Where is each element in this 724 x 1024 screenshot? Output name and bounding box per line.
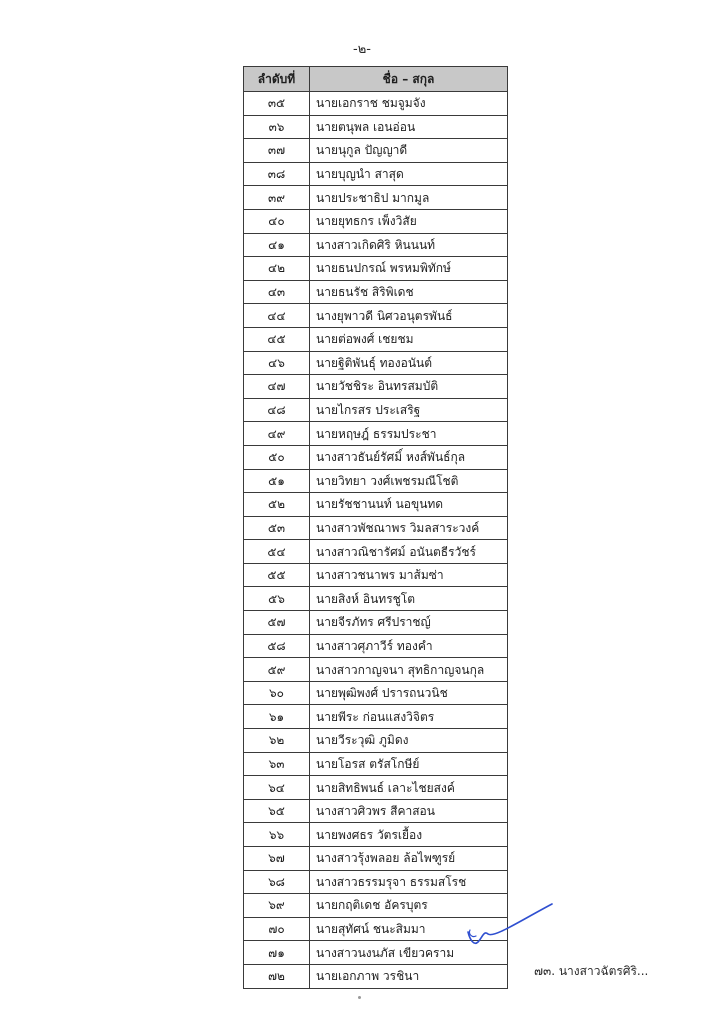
full-name-cell: นายวีระวุฒิ ภูมิดง [310,729,508,753]
full-name-cell: นางยุพาวดี นิศวอนุตรพันธ์ [310,304,508,328]
full-name-cell: นายสิทธิพนธ์ เลาะไชยสงค์ [310,776,508,800]
full-name-cell: นายต่อพงศ์ เชยชม [310,327,508,351]
order-number-cell: ๓๙ [244,186,310,210]
full-name-cell: นายเอกภาพ วรชินา [310,964,508,988]
order-number-cell: ๖๕ [244,799,310,823]
table-row [244,799,508,823]
table-row [244,611,508,635]
order-number-cell: ๖๘ [244,870,310,894]
table-row [244,327,508,351]
order-number-cell: ๖๗ [244,847,310,871]
full-name-cell: นายสุทัศน์ ชนะสิมมา [310,917,508,941]
table-row [244,681,508,705]
table-row [244,209,508,233]
table-row [244,540,508,564]
order-number-cell: ๕๘ [244,634,310,658]
order-number-cell: ๔๑ [244,233,310,257]
order-number-cell: ๖๓ [244,752,310,776]
order-number-cell: ๖๐ [244,681,310,705]
order-number-cell: ๕๒ [244,493,310,517]
full-name-cell: นางสาวเกิดศิริ หินนนท์ [310,233,508,257]
table-header-row [244,67,508,92]
full-name-cell: นายเอกราช ชมจูมจัง [310,92,508,116]
table-row [244,115,508,139]
full-name-cell: นางสาวนงนภัส เขียวคราม [310,941,508,965]
table-row [244,469,508,493]
full-name-cell: นางสาวณิชารัศม์ อนันตธีรวัชร์ [310,540,508,564]
order-number-cell: ๗๐ [244,917,310,941]
order-number-cell: ๕๑ [244,469,310,493]
full-name-cell: นางสาวศิวพร สีคาสอน [310,799,508,823]
order-number-cell: ๕๕ [244,563,310,587]
full-name-cell: นางสาวกาญจนา สุทธิกาญจนกุล [310,658,508,682]
full-name-cell: นายวัชชิระ อินทรสมบัติ [310,375,508,399]
full-name-cell: นายพงศธร วัตรเยื้อง [310,823,508,847]
order-number-cell: ๓๘ [244,162,310,186]
table-row [244,964,508,988]
name-list-table [243,66,508,989]
continuation-note: ๗๓. นางสาวฉัตรศิริ... [534,964,649,978]
order-number-cell: ๔๗ [244,375,310,399]
table-row [244,233,508,257]
order-number-cell: ๔๘ [244,398,310,422]
table-row [244,752,508,776]
order-number-cell: ๔๔ [244,304,310,328]
full-name-cell: นายยุทธกร เพ็งวิสัย [310,209,508,233]
full-name-cell: นางสาวชนาพร มาส้มซ่า [310,563,508,587]
table-row [244,705,508,729]
order-number-cell: ๓๖ [244,115,310,139]
table-row [244,257,508,281]
full-name-cell: นางสาวธรรมรุจา ธรรมสโรช [310,870,508,894]
full-name-cell: นายโอรส ตรัสโกษีย์ [310,752,508,776]
table-row [244,870,508,894]
full-name-cell: นายหฤษฎ์ ธรรมประชา [310,422,508,446]
scan-dot [358,996,361,999]
table-row [244,162,508,186]
order-number-cell: ๖๑ [244,705,310,729]
order-number-cell: ๓๕ [244,92,310,116]
table-row [244,351,508,375]
table-row [244,375,508,399]
order-number-cell: ๕๓ [244,516,310,540]
full-name-cell: นายประชาธิป มากมูล [310,186,508,210]
table-row [244,729,508,753]
table-row [244,516,508,540]
table-row [244,398,508,422]
full-name-cell: นายจีรภัทร ศรีปราชญ์ [310,611,508,635]
order-number-cell: ๕๗ [244,611,310,635]
order-column-header: ลำดับที่ [244,67,310,92]
table-row [244,186,508,210]
full-name-cell: นางสาวศุภาวีร์ ทองคำ [310,634,508,658]
full-name-cell: นายบุญนำ สาสุด [310,162,508,186]
table-row [244,823,508,847]
full-name-cell: นายรัชชานนท์ นอขุนทด [310,493,508,517]
full-name-cell: นายพีระ ก่อนแสงวิจิตร [310,705,508,729]
order-number-cell: ๖๔ [244,776,310,800]
full-name-cell: นายวิทยา วงศ์เพชรมณีโชติ [310,469,508,493]
table-row [244,658,508,682]
order-number-cell: ๔๕ [244,327,310,351]
order-number-cell: ๕๔ [244,540,310,564]
order-number-cell: ๔๙ [244,422,310,446]
order-number-cell: ๔๓ [244,280,310,304]
order-number-cell: ๖๖ [244,823,310,847]
table-row [244,776,508,800]
table-row [244,280,508,304]
table-body [244,92,508,989]
full-name-cell: นางสาวธันย์รัศมิ์ หงส์พันธ์กุล [310,445,508,469]
order-number-cell: ๖๒ [244,729,310,753]
page-number: -๒- [353,42,371,57]
full-name-cell: นายกฤติเดช อัครบุตร [310,894,508,918]
full-name-cell: นายพุฒิพงศ์ ปรารถนวนิช [310,681,508,705]
full-name-cell: นายไกรสร ประเสริฐ [310,398,508,422]
order-number-cell: ๔๒ [244,257,310,281]
order-number-cell: ๗๒ [244,964,310,988]
table-row [244,445,508,469]
order-number-cell: ๕๙ [244,658,310,682]
table-row [244,139,508,163]
table-row [244,493,508,517]
full-name-cell: นางสาวพัชณาพร วิมลสาระวงค์ [310,516,508,540]
full-name-cell: นายธนปกรณ์ พรหมพิทักษ์ [310,257,508,281]
full-name-cell: นายสิงห์ อินทรชูโต [310,587,508,611]
full-name-cell: นายนุกูล ปัญญาดี [310,139,508,163]
full-name-cell: นายตนุพล เอนอ่อน [310,115,508,139]
order-number-cell: ๔๐ [244,209,310,233]
table-row [244,422,508,446]
order-number-cell: ๔๖ [244,351,310,375]
order-number-cell: ๕๖ [244,587,310,611]
table-row [244,92,508,116]
order-number-cell: ๕๐ [244,445,310,469]
table-row [244,304,508,328]
order-number-cell: ๓๗ [244,139,310,163]
table-row [244,563,508,587]
order-number-cell: ๖๙ [244,894,310,918]
order-number-cell: ๗๑ [244,941,310,965]
full-name-cell: นายธนรัช สิริพิเดช [310,280,508,304]
full-name-cell: นางสาวรุ้งพลอย ล้อไพฑูรย์ [310,847,508,871]
table-row [244,587,508,611]
table-row [244,634,508,658]
signature-mark [460,896,560,956]
table-row [244,847,508,871]
full-name-cell: นายฐิติพันธุ์ ทองอนันต์ [310,351,508,375]
name-column-header: ชื่อ – สกุล [310,67,508,92]
